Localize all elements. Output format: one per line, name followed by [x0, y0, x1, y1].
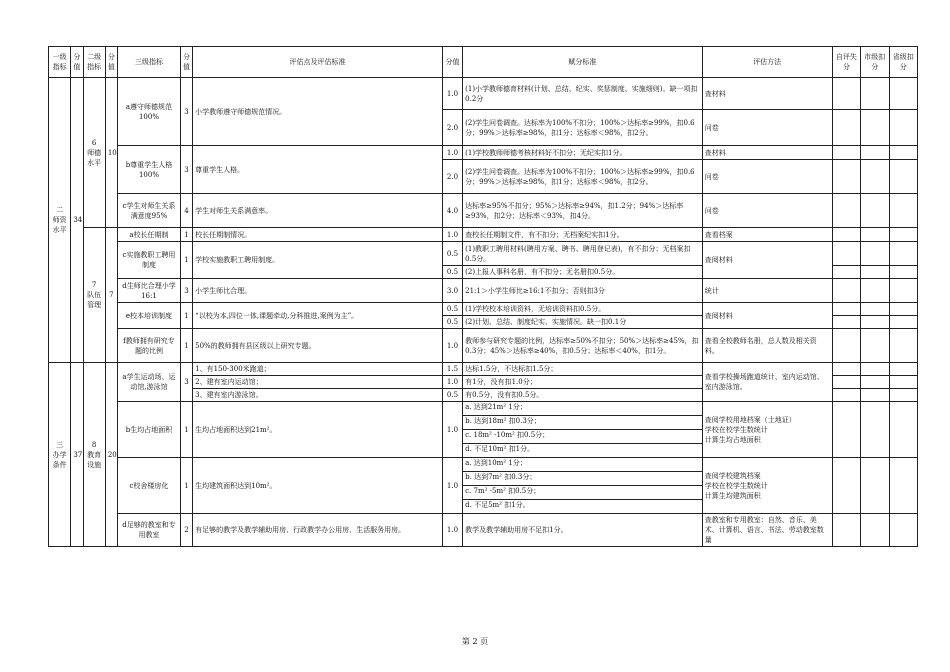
method-cell: 查看全校教师名册，总人数及相关资料。	[702, 329, 832, 363]
deduct-cell	[889, 376, 918, 389]
l1-score: 37	[71, 363, 83, 547]
criteria-cell: 教学及教学辅助用房不足扣1分。	[463, 514, 703, 547]
deduct-cell	[832, 389, 860, 402]
score-cell: 4.0	[442, 194, 462, 228]
col-header: 市级扣分	[861, 47, 889, 78]
deduct-cell	[832, 110, 860, 146]
deduct-cell	[889, 389, 918, 402]
point-cell: 生均建筑面积达到10m²。	[193, 458, 443, 514]
score-cell: 0.5	[442, 266, 462, 279]
province-deduct-cell	[889, 78, 918, 110]
score-cell: 1.0	[442, 376, 462, 389]
l3-score: 1	[180, 242, 192, 279]
l3-score: 1	[180, 329, 192, 363]
point-cell: 2、建有室内运动馆；	[193, 376, 443, 389]
point-cell: 有足够的教学及教学辅助用房、行政教学办公用房、生活服务用房。	[193, 514, 443, 547]
point-cell: 学校实施教职工聘用制度。	[193, 242, 443, 279]
deduct-cell	[861, 242, 889, 266]
col-header: 分值	[442, 47, 462, 78]
table-row	[49, 279, 918, 303]
deduct-cell	[889, 316, 918, 329]
l3-cell: b生均占地面积	[118, 402, 181, 458]
score-cell: 1.0	[442, 514, 462, 547]
deduct-cell	[832, 266, 860, 279]
l3-cell: a遵守师德规范100%	[118, 78, 181, 146]
deduct-cell	[861, 266, 889, 279]
criteria-cell: 有0.5分，没有扣0.5分。	[463, 389, 703, 402]
deduct-cell	[861, 279, 889, 303]
table-row	[49, 242, 918, 266]
deduct-cell	[832, 514, 860, 547]
col-header: 评估方法	[702, 47, 832, 78]
evaluation-table	[48, 46, 918, 547]
score-cell: 2.0	[442, 110, 462, 146]
deduct-cell	[889, 363, 918, 376]
deduct-cell	[861, 228, 889, 242]
l2-score: 7	[105, 228, 117, 363]
deduct-cell	[861, 458, 889, 514]
deduct-cell	[861, 329, 889, 363]
l2-cell: 8 教育 设施	[83, 363, 105, 547]
score-cell: 1.0	[442, 402, 462, 458]
deduct-cell	[889, 228, 918, 242]
table-row	[49, 78, 918, 110]
col-header: 二级指标	[83, 47, 105, 78]
method-cell: 问卷	[702, 110, 832, 146]
deduct-cell	[861, 514, 889, 547]
l2-cell: 7 队伍 管理	[83, 228, 105, 363]
deduct-cell	[832, 242, 860, 266]
deduct-cell	[861, 316, 889, 329]
method-cell: 查阅材料	[702, 242, 832, 279]
l3-cell: a学生运动场、运动馆,游泳馆	[118, 363, 181, 402]
criteria-cell: (1)教职工聘用材料(聘用方案、聘书、聘用登记表)，有不扣分；无档案扣0.5分。	[463, 242, 703, 266]
table-row	[49, 194, 918, 228]
self-deduct-cell	[832, 78, 860, 110]
criteria-item: c. 7m² -5m² 扣0.5分；	[463, 485, 702, 499]
deduct-cell	[889, 194, 918, 228]
l3-cell: c学生对师生关系满意度95%	[118, 194, 181, 228]
deduct-cell	[832, 228, 860, 242]
header-row	[49, 47, 918, 78]
l3-score: 1	[180, 458, 192, 514]
table-row	[49, 146, 918, 160]
deduct-cell	[861, 110, 889, 146]
col-header: 分值	[180, 47, 192, 78]
l1-cell: 三 办学 条件	[49, 363, 71, 547]
score-cell: 0.5	[442, 316, 462, 329]
criteria-item: a. 达到10m² 1分；	[465, 459, 527, 467]
criteria-cell: (1)学校教师师德考核材料好不扣分；无纪实扣1分。	[463, 146, 703, 160]
deduct-cell	[832, 376, 860, 389]
criteria-item: d. 不足5m² 扣1分。	[463, 499, 702, 513]
deduct-cell	[889, 329, 918, 363]
l2-score: 20	[105, 363, 117, 547]
page-footer: 第 2 页	[461, 637, 489, 646]
point-cell: 50%的教师拥有县区级以上研究专题。	[193, 329, 443, 363]
deduct-cell	[889, 242, 918, 266]
criteria-cell: (2)学生问卷调查。达标率为100%不扣分；100%＞达标率≥99%，扣0.6分；99%＞达标率≥98%，扣1分；达标率＜98%，扣2分。	[463, 160, 703, 194]
point-cell: 小学生师比合理。	[193, 279, 443, 303]
col-header: 三级指标	[118, 47, 181, 78]
l3-cell: d生师比合理小学16:1	[118, 279, 181, 303]
criteria-item: b. 达到7m² 扣0.3分；	[463, 471, 702, 485]
l3-score: 2	[180, 514, 192, 547]
l1-cell: 二 师资 水平	[49, 78, 71, 363]
deduct-cell	[832, 146, 860, 160]
score-cell: 1.0	[442, 146, 462, 160]
score-cell: 1.0	[442, 458, 462, 514]
point-cell: 学生对师生关系满意率。	[193, 194, 443, 228]
table-row	[49, 329, 918, 363]
deduct-cell	[861, 303, 889, 316]
l3-cell: d足够的教室和专用教室	[118, 514, 181, 547]
deduct-cell	[889, 402, 918, 458]
deduct-cell	[889, 160, 918, 194]
deduct-cell	[832, 402, 860, 458]
point-cell: “以校为本,四位一体,课题牵动,分科推进,案例为主”。	[193, 303, 443, 329]
criteria-item: a. 达到21m² 1分；	[465, 403, 527, 411]
deduct-cell	[832, 160, 860, 194]
col-header: 省级扣分	[889, 47, 918, 78]
l2-score: 10	[105, 78, 117, 228]
score-cell: 2.0	[442, 160, 462, 194]
score-cell: 0.5	[442, 389, 462, 402]
deduct-cell	[861, 160, 889, 194]
deduct-cell	[889, 146, 918, 160]
method-cell: 查教室和专用教室：自然、音乐、美术、计算机、语言、书法、劳动教室数量	[702, 514, 832, 547]
point-cell: 小学教师遵守师德规范情况。	[193, 78, 443, 146]
criteria-cell: (2)计划、总结、制度纪实、实施情况。缺一扣0.1分	[463, 316, 703, 329]
deduct-cell	[832, 279, 860, 303]
l3-cell: e校本培训制度	[118, 303, 181, 329]
score-cell: 0.5	[442, 303, 462, 316]
l3-cell: b尊重学生人格100%	[118, 146, 181, 194]
criteria-cell: 达标1.5分，不达标扣1.5分；	[463, 363, 703, 376]
method-cell: 查阅材料	[702, 303, 832, 329]
col-header: 自评失分	[832, 47, 860, 78]
criteria-item: d. 不足10m² 扣1分。	[463, 443, 702, 457]
col-header: 分值	[71, 47, 83, 78]
table-row	[49, 228, 918, 242]
deduct-cell	[861, 146, 889, 160]
deduct-cell	[861, 376, 889, 389]
criteria-cell: 查校长任期制文件，有不扣分；无档案纪实扣1分。	[463, 228, 703, 242]
criteria-cell: 21:1＞小学生师比≥16:1不扣分；否则扣3分	[463, 279, 703, 303]
l1-score: 34	[71, 78, 83, 363]
score-cell: 1.0	[442, 329, 462, 363]
deduct-cell	[889, 110, 918, 146]
criteria-cell: 教师参与研究专题的比例，达标率≥50%不扣分；50%＞达标率≥45%，扣0.3分；45%＞达标率≥40%，扣0.5分；达标率＜40%，扣1分。	[463, 329, 703, 363]
l3-score: 1	[180, 228, 192, 242]
col-header: 一级指标	[49, 47, 71, 78]
score-cell: 1.0	[442, 228, 462, 242]
method-cell: 查材料	[702, 78, 832, 110]
score-cell: 3.0	[442, 279, 462, 303]
deduct-cell	[861, 402, 889, 458]
method-cell: 查看档案	[702, 228, 832, 242]
l3-score: 1	[180, 303, 192, 329]
method-cell: 问卷	[702, 160, 832, 194]
deduct-cell	[832, 303, 860, 316]
point-cell: 尊重学生人格。	[193, 146, 443, 194]
table-row	[49, 303, 918, 316]
method-cell: 查材料	[702, 146, 832, 160]
table-row	[49, 402, 918, 458]
deduct-cell	[889, 514, 918, 547]
method-cell: 查阅学校用地档案（土地证） 学校在校学生数统计 计算生均占地面积	[702, 402, 832, 458]
l3-score: 1	[180, 402, 192, 458]
l3-cell: f教师拥有研究专题的比例	[118, 329, 181, 363]
l2-cell: 6 师德 水平	[83, 78, 105, 228]
criteria-cell: 达标率≥95%不扣分；95%＞达标率≥94%，扣1.2分；94%＞达标率≥93%，扣2分；达标率＜93%，扣4分。	[463, 194, 703, 228]
method-cell: 查阅学校建筑档案 学校在校学生数统计 计算生均建筑面积	[702, 458, 832, 514]
col-header: 评估点及评估标准	[193, 47, 443, 78]
col-header: 赋分标准	[463, 47, 703, 78]
l3-score: 3	[180, 363, 192, 402]
table-row	[49, 363, 918, 376]
deduct-cell	[861, 363, 889, 376]
city-deduct-cell	[861, 78, 889, 110]
deduct-cell	[889, 458, 918, 514]
deduct-cell	[861, 194, 889, 228]
table-row	[49, 458, 918, 514]
point-cell: 3、建有室内游泳馆。	[193, 389, 443, 402]
l3-score: 3	[180, 78, 192, 146]
deduct-cell	[889, 266, 918, 279]
point-cell: 生均占地面积达到21m²。	[193, 402, 443, 458]
deduct-cell	[832, 316, 860, 329]
col-header: 分值	[105, 47, 117, 78]
criteria-list	[463, 402, 703, 458]
l3-cell: c实施教职工聘用制度	[118, 242, 181, 279]
method-cell: 查看学校操场跑道统计、室内运动馆、室内游泳馆。	[702, 363, 832, 402]
criteria-cell: (1)小学教师德育材料(计划、总结、纪实、奖惩制度、实施细则)。缺一项扣0.2分	[463, 78, 703, 110]
criteria-cell: (1)学校校本培训资料，无培训资料扣0.5分。	[463, 303, 703, 316]
l3-cell: a校长任期制	[118, 228, 181, 242]
l3-score: 3	[180, 146, 192, 194]
score-cell: 0.5	[442, 242, 462, 266]
method-cell: 问卷	[702, 194, 832, 228]
criteria-list	[463, 458, 703, 514]
deduct-cell	[889, 303, 918, 316]
table-row	[49, 514, 918, 547]
criteria-cell: (2)上报人事科名册，有不扣分；无名册扣0.5分。	[463, 266, 703, 279]
l3-cell: c校舍楼房化	[118, 458, 181, 514]
criteria-item: b. 达到18m² 扣0.3分；	[463, 415, 702, 429]
criteria-item: c. 18m² -10m² 扣0.5分；	[463, 429, 702, 443]
deduct-cell	[832, 194, 860, 228]
point-cell: 1、有150-300米跑道；	[193, 363, 443, 376]
l3-score: 3	[180, 279, 192, 303]
method-cell: 统计	[702, 279, 832, 303]
point-cell: 校长任期制情况。	[193, 228, 443, 242]
deduct-cell	[861, 389, 889, 402]
deduct-cell	[832, 329, 860, 363]
deduct-cell	[832, 458, 860, 514]
score-cell: 1.5	[442, 363, 462, 376]
score-cell: 1.0	[442, 78, 462, 110]
criteria-cell: 有1分，没有扣1.0分；	[463, 376, 703, 389]
deduct-cell	[832, 363, 860, 376]
deduct-cell	[889, 279, 918, 303]
l3-score: 4	[180, 194, 192, 228]
criteria-cell: (2)学生问卷调查。达标率为100%不扣分；100%＞达标率≥99%，扣0.6分；99%＞达标率≥98%，扣1分；达标率＜98%，扣2分。	[463, 110, 703, 146]
